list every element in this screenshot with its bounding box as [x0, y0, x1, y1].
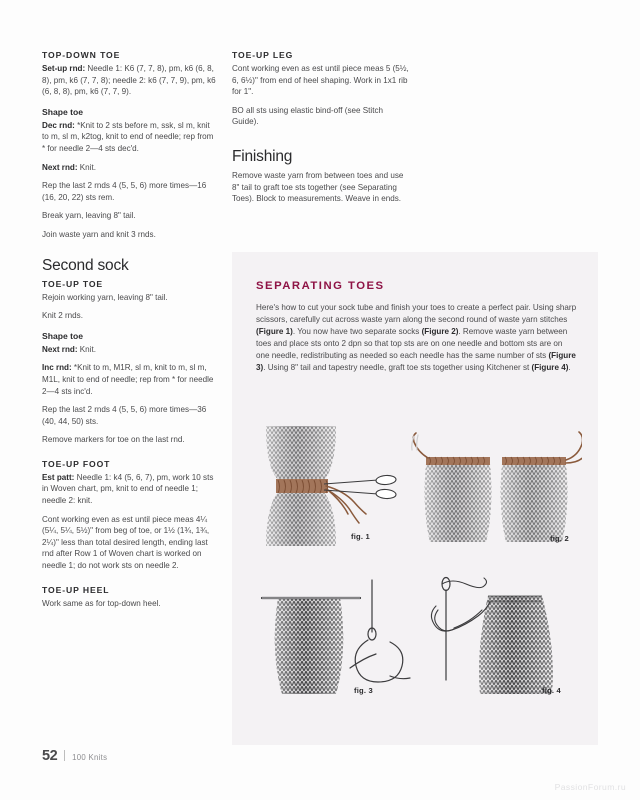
waste-yarn-band	[276, 479, 328, 493]
paragraph-knit-2-rnds: Knit 2 rnds.	[42, 311, 83, 321]
heading-shape-toe-first: Shape toe	[42, 106, 84, 117]
figure-ref-3: (Figure 3)	[256, 350, 576, 372]
separating-toes-sidebar	[232, 252, 598, 745]
heading-shape-toe-second: Shape toe	[42, 330, 84, 341]
watermark: PassionForum.ru	[554, 782, 626, 792]
paragraph-cont-working-foot: Cont working even as est until piece meas 4¼ (5¼, 5¼, 5½)" from beg of toe, or 1½ (1¾, 1¾, 2¼)" less than total desired length, ending last rnd after Row 1 of Woven chart is worked on needle 1; do not work sts on needle 2.	[42, 514, 210, 571]
paragraph-setup-rnd	[42, 63, 217, 98]
paragraph-next-rnd-second	[42, 344, 217, 356]
figure-1-label: fig. 1	[351, 532, 370, 541]
text-est-patt: Needle 1: k4 (5, 6, 7), pm, work 10 sts in Woven chart, pm, knit to end of needle 1; needle 2: knit.	[42, 472, 214, 506]
label-next-rnd-second: Next rnd:	[42, 344, 78, 354]
sidebar-text-6: . Using 8" tail and tapestry needle, graft toe sts together using Kitchener st	[263, 362, 532, 372]
text-dec-rnd: *Knit to 2 sts before m, ssk, sl m, knit to m, sl m, k2tog, knit to end of needle; rep from * for needle 2—4 sts dec'd.	[42, 120, 214, 153]
paragraph-toe-up-heel: Work same as for top-down heel.	[42, 598, 161, 608]
sidebar-heading: SEPARATING TOES	[256, 280, 385, 292]
heading-finishing: Finishing	[232, 147, 293, 165]
tapestry-needle	[442, 578, 450, 681]
text-inc-rnd: *Knit to m, M1R, sl m, knit to m, sl m, M1L, knit to end of needle; rep from * for needle 2—4 sts inc'd.	[42, 363, 214, 396]
paragraph-break-yarn: Break yarn, leaving 8" tail.	[42, 211, 136, 221]
page-footer	[42, 748, 107, 764]
paragraph-est-patt	[42, 472, 217, 507]
paragraph-join-waste-yarn: Join waste yarn and knit 3 rnds.	[42, 229, 156, 239]
tapestry-needle-and-loop	[350, 580, 410, 682]
heading-toe-up-leg: TOE-UP LEG	[232, 50, 294, 60]
figure-4	[426, 570, 582, 711]
label-dec-rnd: Dec rnd:	[42, 120, 75, 130]
right-column	[232, 50, 410, 212]
left-column	[42, 50, 217, 616]
book-title: 100 Knits	[72, 753, 108, 762]
text-next-rnd-first: Knit.	[77, 162, 96, 172]
heading-toe-up-toe: TOE-UP TOE	[42, 278, 104, 289]
figure-1	[252, 424, 412, 557]
figure-ref-4: (Figure 4)	[531, 362, 569, 372]
figure-3-label: fig. 3	[354, 686, 373, 695]
yarn-thread	[431, 578, 490, 631]
heading-second-sock: Second sock	[42, 256, 129, 274]
heading-top-down-toe: TOP-DOWN TOE	[42, 50, 121, 60]
heading-toe-up-heel: TOE-UP HEEL	[42, 584, 110, 595]
text-setup-rnd: Needle 1: K6 (7, 7, 8), pm, k6 (6, 8, 8), pm, k6 (7, 7, 8); needle 2: k6 (7, 7, 9), pm, k6 (6, 8, 8), pm, k6 (7, 7, 9).	[42, 64, 216, 97]
figure-grid	[246, 424, 584, 716]
paragraph-remove-markers: Remove markers for toe on the last rnd.	[42, 435, 185, 445]
paragraph-rejoin-yarn: Rejoin working yarn, leaving 8" tail.	[42, 292, 168, 302]
figure-ref-2: (Figure 2)	[421, 326, 459, 336]
label-setup-rnd: Set-up rnd:	[42, 64, 86, 73]
sidebar-paragraph	[256, 302, 578, 373]
sidebar-text-0: Here's how to cut your sock tube and finish your toes to create a perfect pair. Using sharp scissors, carefully cut across waste yarn along the second round of waste yarn stitches	[256, 303, 577, 324]
label-est-patt: Est patt:	[42, 472, 75, 482]
figure-3-illustration	[256, 576, 416, 704]
text-next-rnd-second: Knit.	[77, 344, 96, 354]
figure-3	[256, 576, 416, 709]
sidebar-text-8: .	[568, 362, 571, 372]
figure-2-label: fig. 2	[550, 534, 569, 543]
waste-yarn-collars	[426, 457, 566, 465]
paragraph-rep-first: Rep the last 2 rnds 4 (5, 5, 6) more times—16 (16, 20, 22) sts rem.	[42, 181, 207, 202]
figure-4-label: fig. 4	[542, 686, 561, 695]
paragraph-finishing: Remove waste yarn from between toes and use 8" tail to graft toe sts together (see Separating Toes). Block to measurements. Weave in ends.	[232, 170, 404, 204]
paragraph-next-rnd-first	[42, 162, 217, 174]
figure-ref-1: (Figure 1)	[256, 326, 293, 336]
page-number: 52	[42, 748, 58, 764]
figure-2	[406, 430, 582, 557]
heading-toe-up-foot: TOE-UP FOOT	[42, 458, 111, 469]
footer-divider	[64, 750, 65, 761]
label-next-rnd-first: Next rnd:	[42, 162, 78, 172]
sidebar-text-2: . You now have two separate socks	[292, 326, 422, 336]
label-inc-rnd: Inc rnd:	[42, 363, 72, 373]
paragraph-bind-off: BO all sts using elastic bind-off (see Stitch Guide).	[232, 105, 384, 127]
paragraph-rep-second: Rep the last 2 rnds 4 (5, 5, 6) more times—36 (40, 44, 50) sts.	[42, 405, 207, 426]
paragraph-dec-rnd	[42, 120, 217, 155]
sidebar-text-4: . Remove waste yarn between toes and place sts onto 2 dpn so that top sts are on one needle and bottom sts are on one needle, redistributing as needed so each needle has the same number of sts	[256, 326, 568, 360]
figure-1-illustration	[252, 424, 412, 552]
paragraph-inc-rnd	[42, 362, 217, 397]
paragraph-cont-working-leg: Cont working even as est until piece meas 5 (5½, 6, 6½)" from end of heel shaping. Work in 1x1 rib for 1".	[232, 64, 409, 97]
